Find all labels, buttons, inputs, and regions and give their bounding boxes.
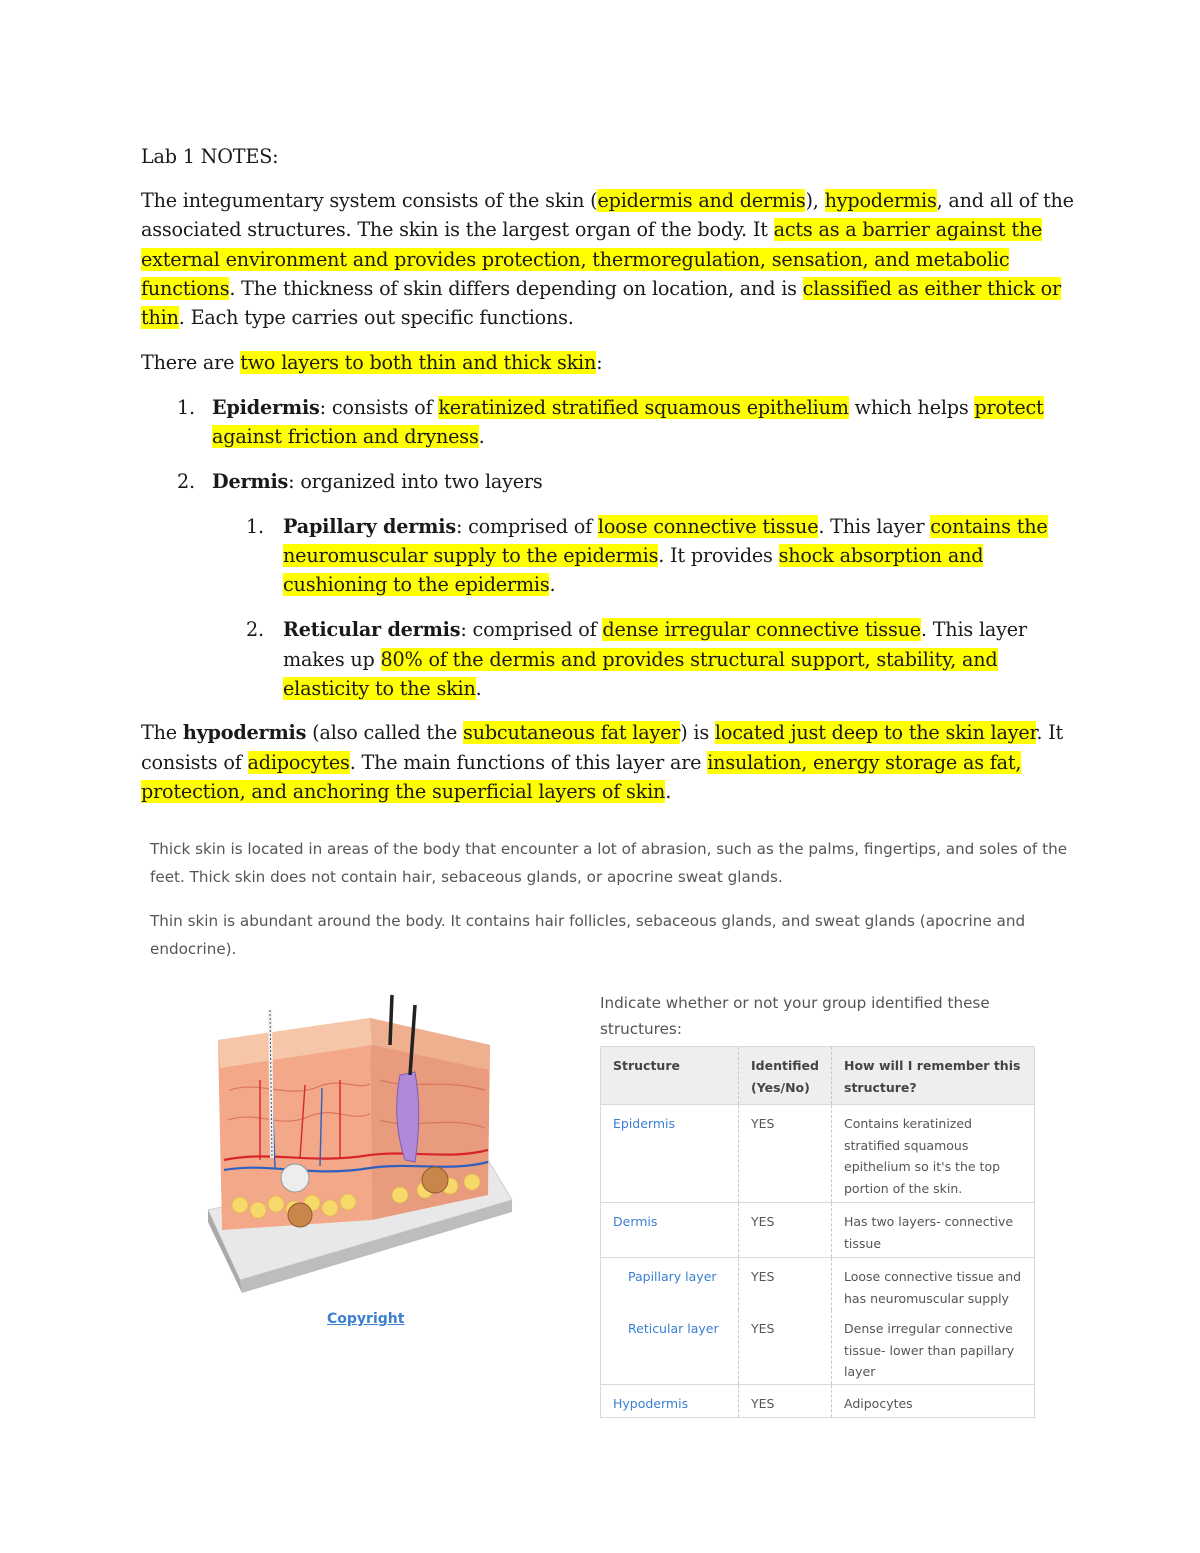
text: . bbox=[478, 425, 485, 448]
text: : bbox=[596, 351, 603, 374]
structure-cell: Epidermis bbox=[613, 1116, 676, 1131]
table-row bbox=[601, 1384, 1034, 1417]
highlight: shock absorption and bbox=[778, 544, 984, 567]
highlight: loose connective tissue bbox=[597, 515, 819, 538]
text: . bbox=[665, 780, 672, 803]
term: Dermis bbox=[212, 470, 289, 493]
note-cell: Dense irregular connective tissue- lower than papillary layer bbox=[831, 1310, 1034, 1384]
hypodermis-line-3 bbox=[141, 777, 671, 807]
reticular-item bbox=[283, 615, 1027, 645]
sublist-number: 1. bbox=[246, 515, 264, 538]
text: consists of bbox=[141, 751, 248, 774]
text: which helps bbox=[848, 396, 975, 419]
note-cell: Contains keratinized stratified squamous epithelium so it's the top portion of the skin. bbox=[831, 1105, 1034, 1202]
structure-cell: Hypodermis bbox=[613, 1396, 689, 1411]
text: . Each type carries out specific functions. bbox=[178, 306, 574, 329]
column-header: How will I remember this structure? bbox=[831, 1047, 1034, 1104]
epidermis-item-cont bbox=[212, 422, 485, 452]
column-header: Structure bbox=[613, 1058, 680, 1073]
hypodermis-line-1 bbox=[141, 718, 1063, 748]
identified-cell: YES bbox=[738, 1258, 831, 1310]
text: . The main functions of this layer are bbox=[349, 751, 708, 774]
highlight: adipocytes bbox=[247, 751, 350, 774]
column-header: Identified (Yes/No) bbox=[738, 1047, 831, 1104]
note-cell: Adipocytes bbox=[831, 1385, 1034, 1417]
highlight: cushioning to the epidermis bbox=[283, 573, 550, 596]
papillary-item-cont bbox=[283, 570, 555, 600]
structures-table bbox=[600, 1046, 1035, 1418]
intro-line-3 bbox=[141, 245, 1009, 275]
table-row bbox=[601, 1104, 1034, 1202]
table-row bbox=[601, 1202, 1034, 1257]
sublist-number: 2. bbox=[246, 618, 264, 641]
text: makes up bbox=[283, 648, 381, 671]
highlight: located just deep to the skin layer bbox=[714, 721, 1037, 744]
structure-cell: Dermis bbox=[613, 1214, 658, 1229]
page-title: Lab 1 NOTES: bbox=[141, 145, 279, 168]
list-number: 2. bbox=[177, 470, 195, 493]
identified-cell: YES bbox=[738, 1310, 831, 1384]
text: . It provides bbox=[658, 544, 779, 567]
text: associated structures. The skin is the largest organ of the body. It bbox=[141, 218, 774, 241]
table-row bbox=[601, 1310, 1034, 1384]
text: . This layer bbox=[920, 618, 1027, 641]
text: : consists of bbox=[319, 396, 439, 419]
note-cell: Has two layers- connective tissue bbox=[831, 1203, 1034, 1257]
highlight: contains the bbox=[930, 515, 1048, 538]
highlight: neuromuscular supply to the epidermis bbox=[283, 544, 659, 567]
highlight: dense irregular connective tissue bbox=[602, 618, 921, 641]
text: . bbox=[475, 677, 482, 700]
structure-cell: Papillary layer bbox=[628, 1269, 717, 1284]
note-cell: Loose connective tissue and has neuromuscular supply bbox=[831, 1258, 1034, 1310]
thin-skin-excerpt: Thin skin is abundant around the body. It contains hair follicles, sebaceous glands, and sweat glands (apocrine and endocrine). bbox=[150, 912, 1026, 958]
term: hypodermis bbox=[182, 721, 307, 744]
table-instruction: Indicate whether or not your group identified these structures: bbox=[600, 994, 990, 1038]
term: Papillary dermis bbox=[283, 515, 456, 538]
highlight: subcutaneous fat layer bbox=[463, 721, 681, 744]
highlight: 80% of the dermis and provides structural support, stability, and bbox=[380, 648, 998, 671]
table-row bbox=[601, 1257, 1034, 1310]
text: (also called the bbox=[306, 721, 464, 744]
text: : comprised of bbox=[455, 515, 598, 538]
intro-line-5 bbox=[141, 303, 574, 333]
list-number: 1. bbox=[177, 396, 195, 419]
thick-skin-excerpt: Thick skin is located in areas of the body that encounter a lot of abrasion, such as the palms, fingertips, and soles of the feet. Thick skin does not contain hair, sebaceous glands, or apocrine sweat glands. bbox=[150, 840, 1068, 886]
table-header-row bbox=[601, 1047, 1034, 1104]
text: The integumentary system consists of the skin ( bbox=[141, 189, 598, 212]
text: . This layer bbox=[818, 515, 931, 538]
highlight: functions bbox=[141, 277, 230, 300]
text: The bbox=[141, 721, 183, 744]
text: : comprised of bbox=[460, 618, 603, 641]
highlight: external environment and provides protection, thermoregulation, sensation, and metabolic bbox=[141, 248, 1010, 271]
highlight: insulation, energy storage as fat, bbox=[707, 751, 1022, 774]
copyright-link[interactable]: Copyright bbox=[327, 1311, 405, 1327]
hypodermis-line-2 bbox=[141, 748, 1021, 778]
reticular-item-cont bbox=[283, 645, 998, 675]
highlight: elasticity to the skin bbox=[283, 677, 476, 700]
intro-line-2 bbox=[141, 215, 1042, 245]
highlight: hypodermis bbox=[824, 189, 937, 212]
term: Epidermis bbox=[212, 396, 320, 419]
identified-cell: YES bbox=[738, 1203, 831, 1257]
text: . It bbox=[1036, 721, 1064, 744]
highlight: thin bbox=[141, 306, 179, 329]
epidermis-item bbox=[212, 393, 1044, 423]
papillary-item bbox=[283, 512, 1048, 542]
structure-cell: Reticular layer bbox=[628, 1321, 719, 1336]
highlight: epidermis and dermis bbox=[597, 189, 806, 212]
identified-cell: YES bbox=[738, 1385, 831, 1417]
intro-line-1 bbox=[141, 186, 1074, 216]
skin-model-image bbox=[200, 990, 520, 1300]
highlight: protect bbox=[974, 396, 1044, 419]
highlight: acts as a barrier against the bbox=[773, 218, 1043, 241]
text: : organized into two layers bbox=[288, 470, 543, 493]
text: ), bbox=[805, 189, 825, 212]
term: Reticular dermis bbox=[283, 618, 461, 641]
highlight: classified as either thick or bbox=[802, 277, 1061, 300]
highlight: protection, and anchoring the superficial layers of skin bbox=[141, 780, 666, 803]
highlight: against friction and dryness bbox=[212, 425, 479, 448]
highlight: two layers to both thin and thick skin bbox=[240, 351, 597, 374]
text: . bbox=[549, 573, 556, 596]
text: ) is bbox=[680, 721, 715, 744]
highlight: keratinized stratified squamous epithelium bbox=[438, 396, 849, 419]
dermis-item bbox=[212, 467, 543, 497]
skin-model-illustration bbox=[200, 990, 520, 1300]
text: , and all of the bbox=[936, 189, 1074, 212]
intro-line-4 bbox=[141, 274, 1061, 304]
layers-sentence bbox=[141, 348, 602, 378]
reticular-item-cont bbox=[283, 674, 482, 704]
identified-cell: YES bbox=[738, 1105, 831, 1202]
text: There are bbox=[141, 351, 241, 374]
papillary-item-cont bbox=[283, 541, 983, 571]
text: . The thickness of skin differs depending on location, and is bbox=[229, 277, 803, 300]
